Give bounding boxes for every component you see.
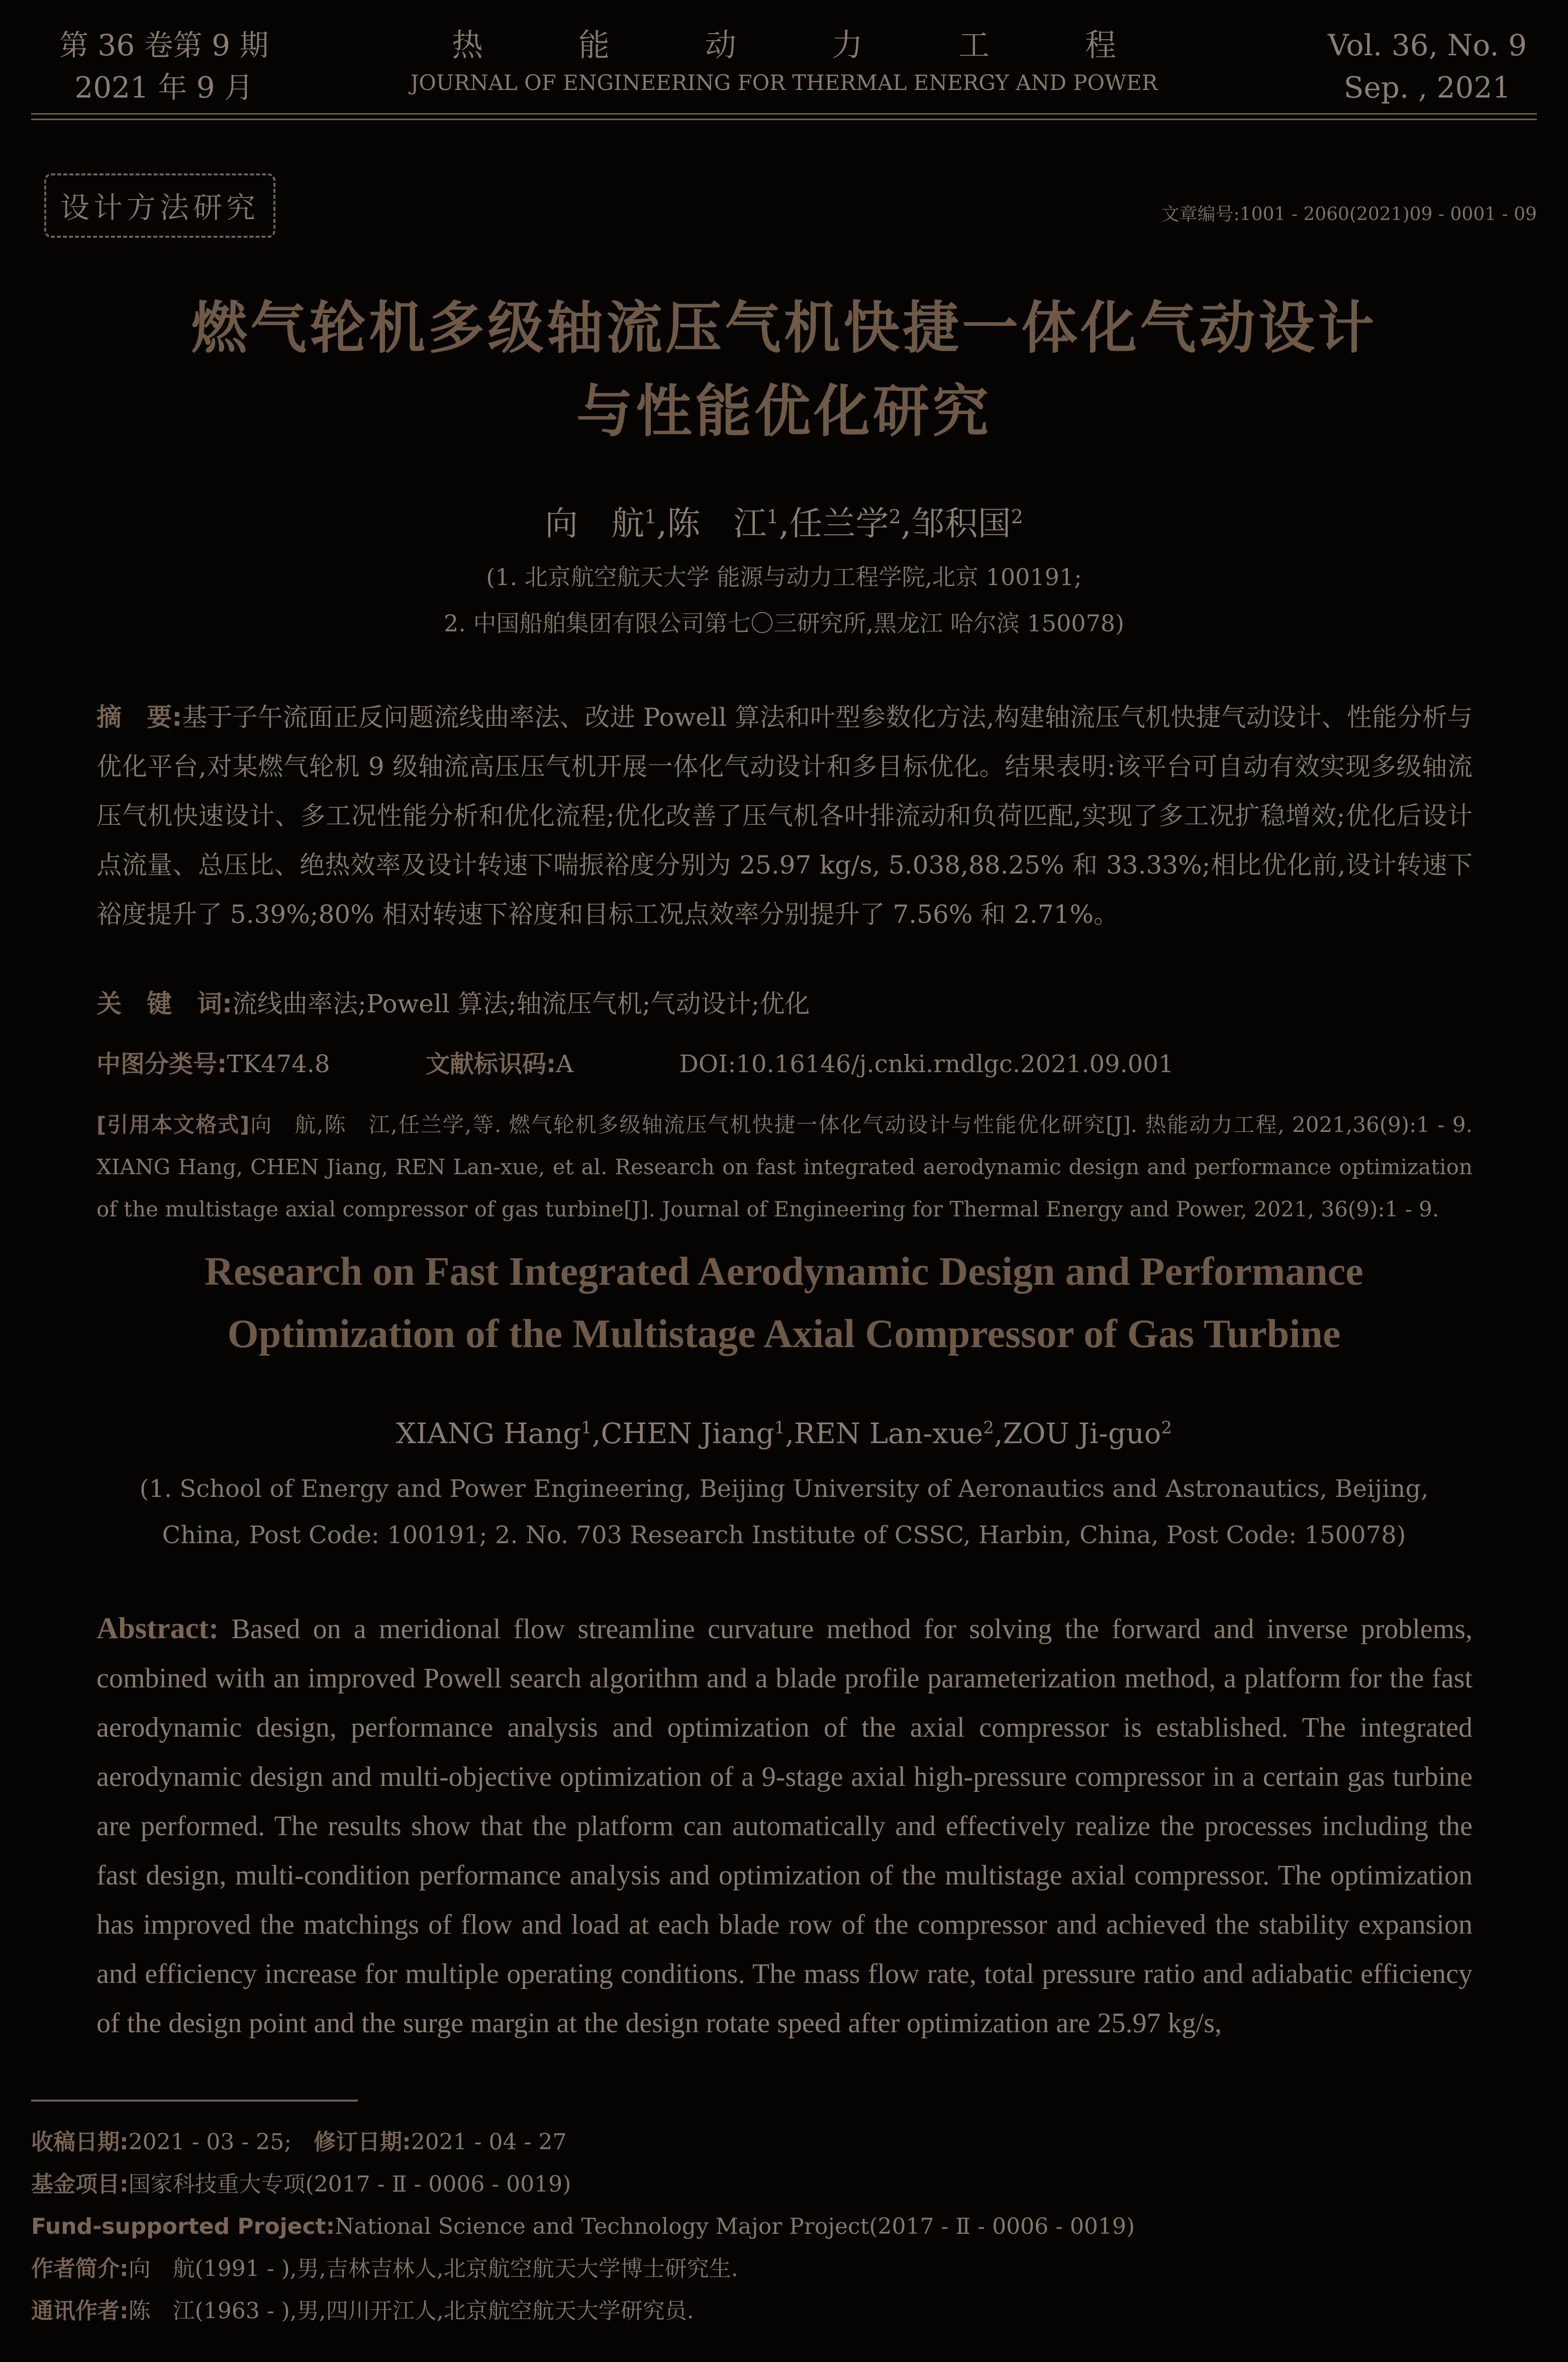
author-bio-text: 向 航(1991 - ),男,吉林吉林人,北京航空航天大学博士研究生.: [128, 2256, 738, 2282]
authors-en: [0, 1418, 1568, 1450]
fund-en-label: Fund-supported Project:: [31, 2214, 335, 2239]
title-cn-line-1: 燃气轮机多级轴流压气机快捷一体化气动设计: [191, 296, 1377, 361]
footnote-corresponding: [31, 2291, 1534, 2331]
masthead-journal: [352, 25, 1216, 101]
footnote-fund-en: [31, 2207, 1534, 2247]
title-cn-line-2: 与性能优化研究: [576, 379, 992, 444]
fund-cn-label: 基金项目:: [31, 2171, 129, 2197]
masthead-issue-cn: [59, 24, 268, 109]
doc-code-label: 文献标识码:: [426, 1050, 556, 1078]
issue-en: Vol. 36, No. 9: [1327, 28, 1527, 62]
affiliations-en: [0, 1466, 1568, 1558]
corresponding-label: 通讯作者:: [31, 2298, 129, 2324]
doi: DOI:10.16146/j.cnki.rndlgc.2021.09.001: [679, 1050, 1174, 1078]
date-en: Sep. , 2021: [1343, 70, 1511, 105]
authors-cn: [0, 497, 1568, 544]
keywords-cn-text: 流线曲率法;Powell 算法;轴流压气机;气动设计;优化: [232, 989, 810, 1018]
journal-name-cn: 热能动力工程: [451, 27, 1212, 63]
issue-cn: 第 36 卷第 9 期: [59, 28, 269, 62]
affiliations-cn: [0, 554, 1568, 646]
author-cn: 陈 江$^1$,: [667, 504, 790, 543]
author-en: ZOU Ji-guo$^2$: [1003, 1418, 1172, 1450]
abstract-cn-text: 基于子午流面正反问题流线曲率法、改进 Powell 算法和叶型参数化方法,构建轴流压气机快捷气动设计、性能分析与优化平台,对某燃气轮机 9 级轴流高压压气机开展一体化气动设计和多目标优化。结果表明:该平台可自动有效实现多级轴流压气机快速设计、多工况性能分析和优化流程;优化改善了压气机各叶排流动和负荷匹配,实现了多工况扩稳增效;优化后设计点流量、总压比、绝热效率及设计转速下喘振裕度分别为 25.97 kg/s, 5.038,88.25% 和 33.33%;相比优化前,设计转速下裕度提升了 5.39%;80% 相对转速下裕度和目标工况点效率分别提升了 7.56% 和 2.71%。: [96, 703, 1473, 929]
corresponding-text: 陈 江(1963 - ),男,四川开江人,北京航空航天大学研究员.: [128, 2298, 694, 2324]
title-en-line-2: Optimization of the Multistage Axial Compressor of Gas Turbine: [227, 1312, 1341, 1356]
footnote-dates: [31, 2122, 1534, 2162]
author-bio-label: 作者简介:: [31, 2256, 129, 2282]
title-en: [60, 1241, 1508, 1365]
revised-date: 2021 - 04 - 27: [411, 2129, 567, 2155]
abstract-cn-label: 摘 要:: [96, 703, 182, 732]
citation-text: 向 航,陈 江,任兰学,等. 燃气轮机多级轴流压气机快捷一体化气动设计与性能优化研究[J]. 热能动力工程, 2021,36(9):1 - 9. XIANG Hang, CHEN Jiang, REN Lan-xue, et al. Research on fast integrated aerodynamic design and performance optimization of the multistage axial compressor of gas turbine[J]. Journal of Engineering for Thermal Energy and Power, 2021, 36(9):1 - 9.: [96, 1112, 1473, 1221]
affiliation-en-line-2: China, Post Code: 100191; 2. No. 703 Research Institute of CSSC, Harbin, China, Post Code: 150078): [162, 1521, 1406, 1549]
affiliation-cn-line-2: 2. 中国船舶集团有限公司第七〇三研究所,黑龙江 哈尔滨 150078): [444, 610, 1124, 637]
affiliation-en-line-1: (1. School of Energy and Power Engineering, Beijing University of Aeronautics and Astronautics, Beijing,: [139, 1475, 1429, 1503]
citation: [96, 1104, 1473, 1231]
received-date: 2021 - 03 - 25;: [128, 2129, 314, 2155]
masthead-rule-bottom: [31, 119, 1537, 120]
abstract-cn: [96, 693, 1473, 939]
affiliation-cn-line-1: (1. 北京航空航天大学 能源与动力工程学院,北京 100191;: [486, 563, 1082, 591]
citation-label: [引用本文格式]: [96, 1112, 250, 1137]
author-en: CHEN Jiang$^1$,: [601, 1418, 794, 1450]
fund-cn-text: 国家科技重大专项(2017 - Ⅱ - 0006 - 0019): [128, 2171, 571, 2197]
keywords-cn: [96, 979, 1473, 1028]
author-cn: 任兰学$^2$,: [789, 504, 912, 543]
title-cn: [80, 287, 1488, 453]
footnote-fund-cn: [31, 2164, 1534, 2205]
received-label: 收稿日期:: [31, 2129, 129, 2155]
author-cn: 向 航$^1$,: [545, 504, 667, 543]
doc-code-value: A: [556, 1050, 573, 1078]
section-tag: 设计方法研究: [44, 173, 275, 238]
abstract-en-text: Based on a meridional flow streamline curvature method for solving the forward and inverse problems, combined with an improved Powell search algorithm and a blade profile parameterization method, a platform for the fast aerodynamic design, performance analysis and optimization of the axial compressor is established. The integrated aerodynamic design and multi-objective optimization of a 9-stage axial high-pressure compressor in a certain gas turbine are performed. The results show that the platform can automatically and effectively realize the processes including the fast design, multi-condition performance analysis and optimization of the multistage axial compressor. The optimization has improved the matchings of flow and load at each blade row of the compressor and achieved the stability expansion and efficiency increase for multiple operating conditions. The mass flow rate, total pressure ratio and adiabatic efficiency of the design point and the surge margin at the design rotate speed after optimization are 25.97 kg/s,: [96, 1614, 1473, 2039]
footnote-rule: [31, 2100, 358, 2102]
keywords-cn-label: 关 键 词:: [96, 989, 232, 1018]
date-cn: 2021 年 9 月: [74, 70, 254, 105]
author-en: REN Lan-xue$^2$,: [794, 1418, 1003, 1450]
author-en: XIANG Hang$^1$,: [396, 1418, 601, 1450]
clc-label: 中图分类号:: [96, 1050, 227, 1078]
author-cn: 邹积国$^2$: [911, 504, 1023, 543]
fund-en-text: National Science and Technology Major Project(2017 - Ⅱ - 0006 - 0019): [335, 2214, 1135, 2239]
journal-name-en: JOURNAL OF ENGINEERING FOR THERMAL ENERGY AND POWER: [410, 70, 1158, 95]
classification-line: [96, 1047, 1173, 1082]
masthead-issue-en: [1328, 24, 1527, 109]
revised-label: 修订日期:: [314, 2129, 411, 2155]
abstract-en: [96, 1603, 1473, 2048]
abstract-en-label: Abstract:: [96, 1612, 219, 1645]
clc-value: TK474.8: [227, 1050, 330, 1078]
footnote-author-bio: [31, 2249, 1534, 2289]
masthead-rule-top: [31, 113, 1537, 115]
article-number: 文章编号:1001 - 2060(2021)09 - 0001 - 09: [1161, 204, 1537, 225]
title-en-line-1: Research on Fast Integrated Aerodynamic Design and Performance: [205, 1250, 1363, 1294]
